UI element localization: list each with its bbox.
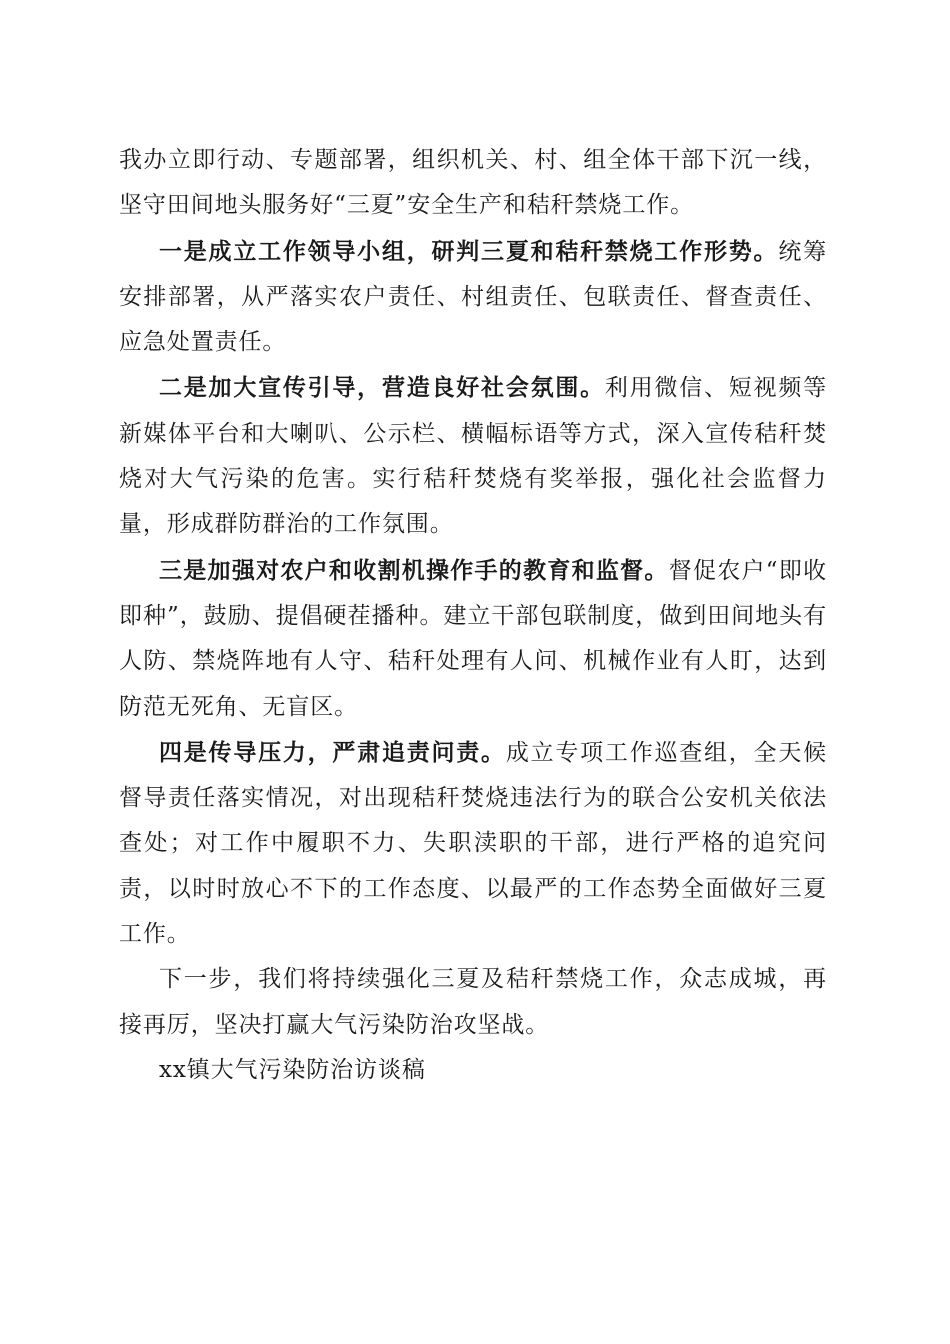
item-body-4: 成立专项工作巡查组，全天候督导责任落实情况，对出现秸秆焚烧违法行为的联合公安机关依法查处；对工作中履职不力、失职渎职的干部，进行严格的追究问责，以时时放心不下的工作态度、以最严的工作态势全面做好三夏工作。 bbox=[119, 739, 827, 948]
document-footer-title: xx镇大气污染防治访谈稿 bbox=[159, 1056, 426, 1083]
item-paragraph-3 bbox=[119, 548, 827, 730]
item-body-3: 督促农户“即收即种”，鼓励、提倡硬茬播种。建立干部包联制度，做到田间地头有人防、禁烧阵地有人守、秸秆处理有人问、机械作业有人盯，达到防范无死角、无盲区。 bbox=[119, 557, 827, 720]
item-heading-1: 一是成立工作领导小组，研判三夏和秸秆禁烧工作形势。 bbox=[159, 237, 779, 265]
closing-paragraph: 下一步，我们将持续强化三夏及秸秆禁烧工作，众志成城，再接再厉，坚决打赢大气污染防治攻坚战。 bbox=[119, 966, 827, 1038]
item-body-1: 统筹安排部署，从严落实农户责任、村组责任、包联责任、督查责任、应急处置责任。 bbox=[119, 238, 828, 356]
document-body bbox=[119, 138, 827, 1093]
item-heading-2: 二是加大宣传引导，营造良好社会氛围。 bbox=[159, 374, 605, 402]
item-heading-3: 三是加强对农户和收割机操作手的教育和监督。 bbox=[159, 556, 669, 584]
item-paragraph-2 bbox=[119, 365, 827, 547]
item-heading-4: 四是传导压力，严肃追责问责。 bbox=[159, 738, 506, 766]
item-paragraph-1 bbox=[119, 229, 827, 366]
intro-paragraph: 我办立即行动、专题部署，组织机关、村、组全体干部下沉一线，坚守田间地头服务好“三夏”安全生产和秸秆禁烧工作。 bbox=[119, 147, 827, 219]
item-body-2: 利用微信、短视频等新媒体平台和大喇叭、公示栏、横幅标语等方式，深入宣传秸秆焚烧对大气污染的危害。实行秸秆焚烧有奖举报，强化社会监督力量，形成群防群治的工作氛围。 bbox=[119, 375, 828, 538]
item-paragraph-4 bbox=[119, 730, 827, 957]
